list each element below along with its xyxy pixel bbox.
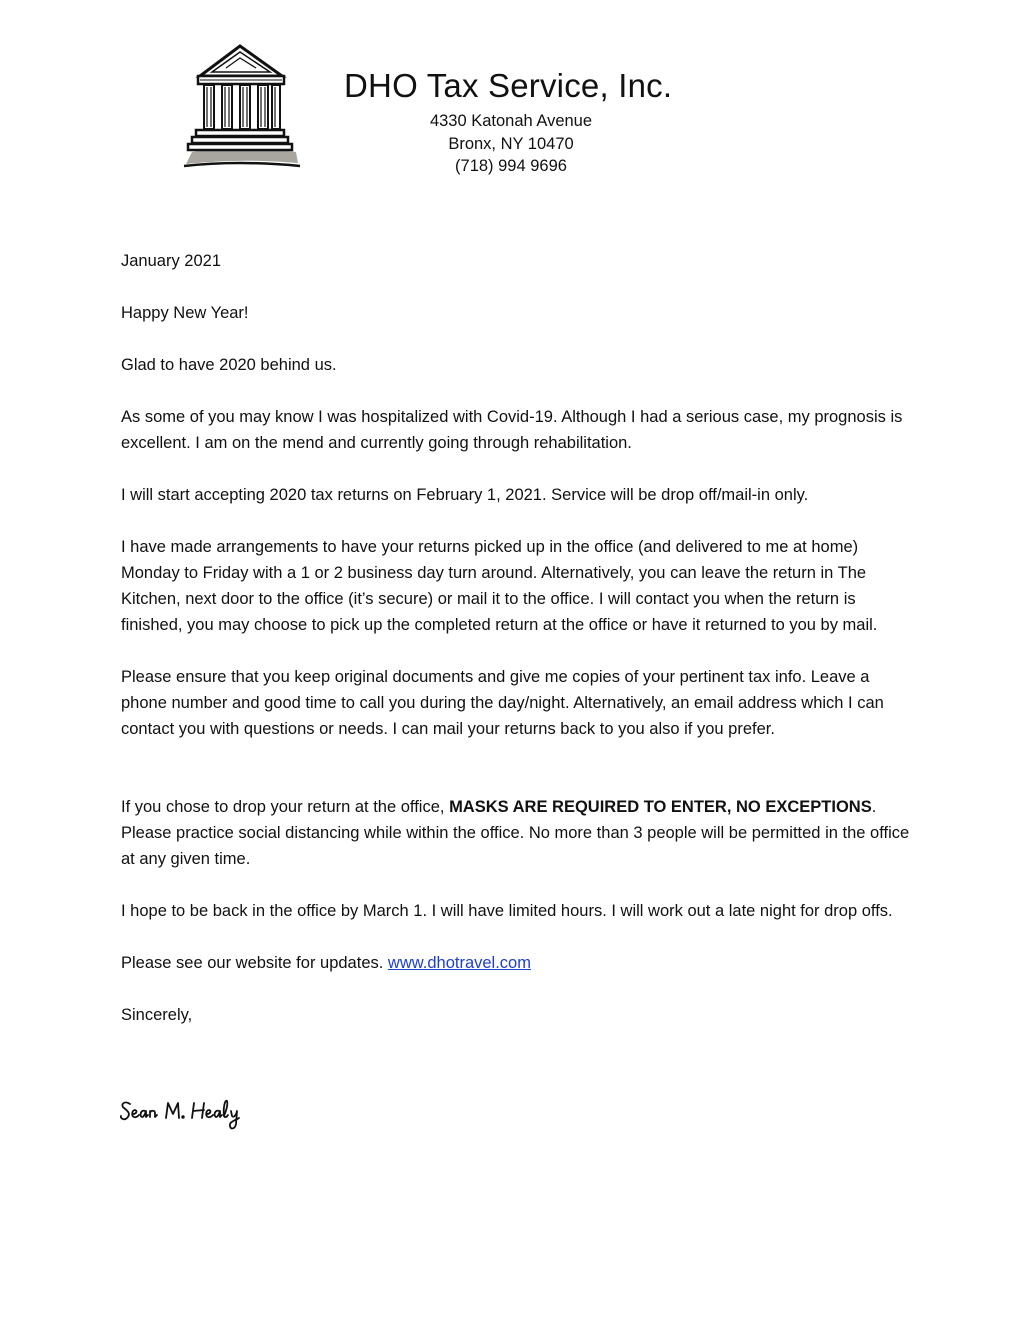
paragraph-6-prefix: If you chose to drop your return at the office,: [121, 798, 450, 816]
company-name: DHO Tax Service, Inc.: [344, 67, 673, 104]
paragraph-6: [121, 794, 911, 872]
paragraph-8-prefix: Please see our website for updates.: [121, 954, 388, 972]
address-city: Bronx, NY 10470: [448, 134, 574, 153]
paragraph-8: [121, 950, 911, 976]
letter-date: January 2021: [121, 252, 221, 270]
address-street: 4330 Katonah Avenue: [429, 112, 593, 130]
mask-requirement: MASKS ARE REQUIRED TO ENTER, NO EXCEPTIONS: [449, 798, 872, 816]
courthouse-icon: [178, 40, 302, 168]
paragraph-6-rest: . Please practice social distancing while within the office. No more than 3 people will be permitted in the office at any given time.: [121, 798, 910, 868]
signature: [118, 1096, 258, 1136]
phone-number: (718) 994 9696: [455, 157, 567, 175]
paragraph-7: I hope to be back in the office by March 1. I will have limited hours. I will work out a late night for drop offs.: [121, 902, 893, 920]
paragraph-4: I have made arrangements to have your returns picked up in the office (and delivered to me at home) Monday to Friday with a 1 or 2 business day turn around. Alternatively, you can leave the return in The Kitchen, next door to the office (it’s secure) or mail it to the office. I will contact you when the return is finished, you may choose to pick up the completed return at the office or have it returned to you by mail.: [121, 538, 878, 634]
letter-body: [121, 248, 911, 1028]
paragraph-2: As some of you may know I was hospitalized with Covid-19. Although I had a serious case, my prognosis is excellent. I am on the mend and currently going through rehabilitation.: [121, 408, 903, 452]
paragraph-1: Glad to have 2020 behind us.: [121, 356, 337, 374]
closing: Sincerely,: [121, 1006, 193, 1024]
greeting: Happy New Year!: [121, 304, 249, 322]
company-address: [380, 110, 642, 178]
paragraph-3: I will start accepting 2020 tax returns on February 1, 2021. Service will be drop off/mail-in only.: [121, 486, 809, 504]
paragraph-5: Please ensure that you keep original documents and give me copies of your pertinent tax info. Leave a phone number and good time to call you during the day/night. Alternatively, an email address which I can contact you with questions or needs. I can mail your returns back to you also if you prefer.: [121, 668, 884, 738]
website-link[interactable]: www.dhotravel.com: [387, 954, 531, 972]
